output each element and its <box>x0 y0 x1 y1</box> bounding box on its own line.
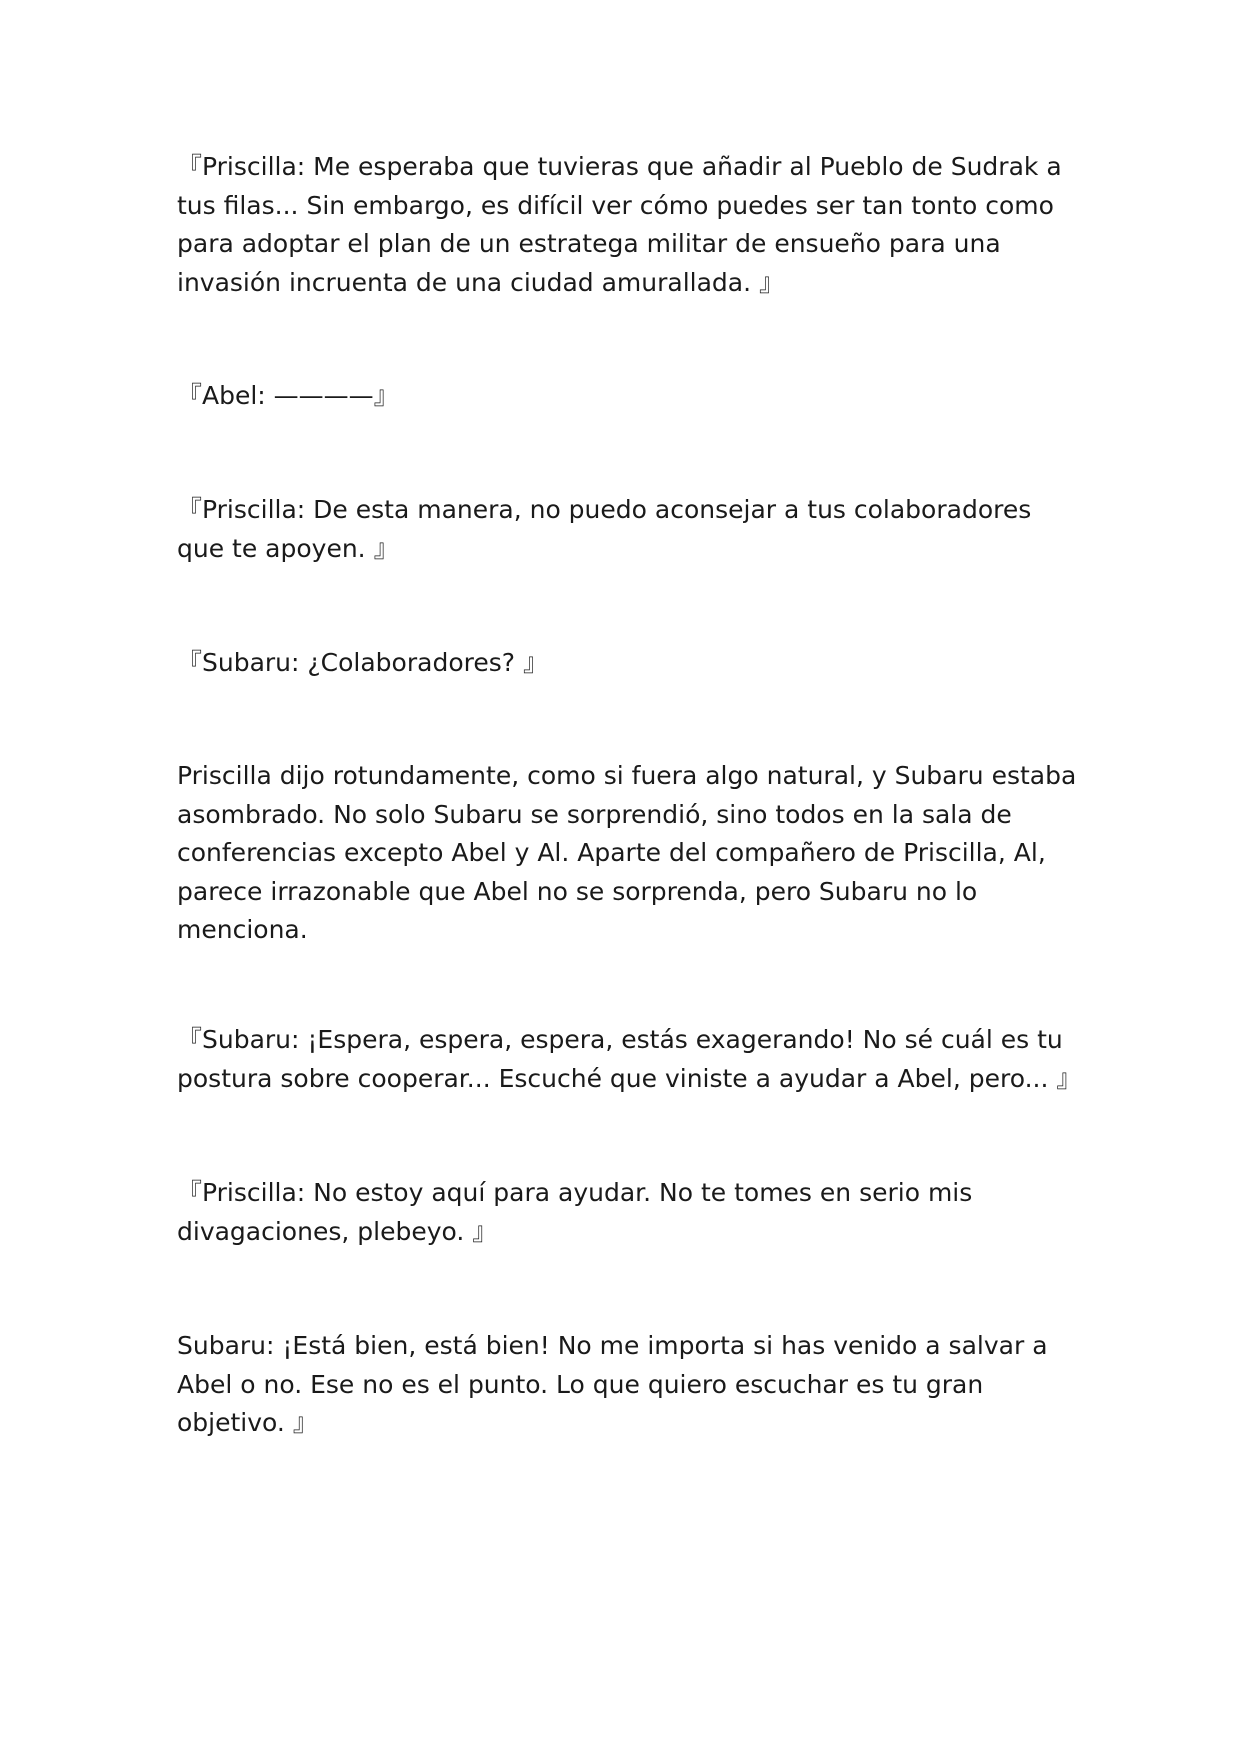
paragraph-priscilla-3: 『Priscilla: No estoy aquí para ayudar. No te tomes en serio mis divagaciones, plebeyo. 』 <box>177 1178 973 1246</box>
paragraph-subaru-3: Subaru: ¡Está bien, está bien! No me importa si has venido a salvar a Abel o no. Ese no es el punto. Lo que quiero escuchar es tu gran objetivo. 』 <box>177 1331 1048 1437</box>
paragraph-abel-1: 『Abel: ————』 <box>177 381 399 410</box>
paragraph-priscilla-1: 『Priscilla: Me esperaba que tuvieras que añadir al Pueblo de Sudrak a tus filas... Sin embargo, es difícil ver cómo puedes ser tan tonto como para adoptar el plan de un estratega militar de ensueño para una invasión incruenta de una ciudad amurallada. 』 <box>177 152 1062 297</box>
paragraph-subaru-1: 『Subaru: ¿Colaboradores? 』 <box>177 648 548 677</box>
paragraph-priscilla-2: 『Priscilla: De esta manera, no puedo aconsejar a tus colaboradores que te apoyen. 』 <box>177 495 1032 563</box>
paragraph-subaru-2: 『Subaru: ¡Espera, espera, espera, estás exagerando! No sé cuál es tu postura sobre cooperar... Escuché que viniste a ayudar a Abel, pero... 』 <box>177 1025 1082 1093</box>
paragraph-narration-1: Priscilla dijo rotundamente, como si fuera algo natural, y Subaru estaba asombrado. No solo Subaru se sorprendió, sino todos en la sala de conferencias excepto Abel y Al. Aparte del compañero de Priscilla, Al, parece irrazonable que Abel no se sorprenda, pero Subaru no lo menciona. <box>177 761 1077 944</box>
